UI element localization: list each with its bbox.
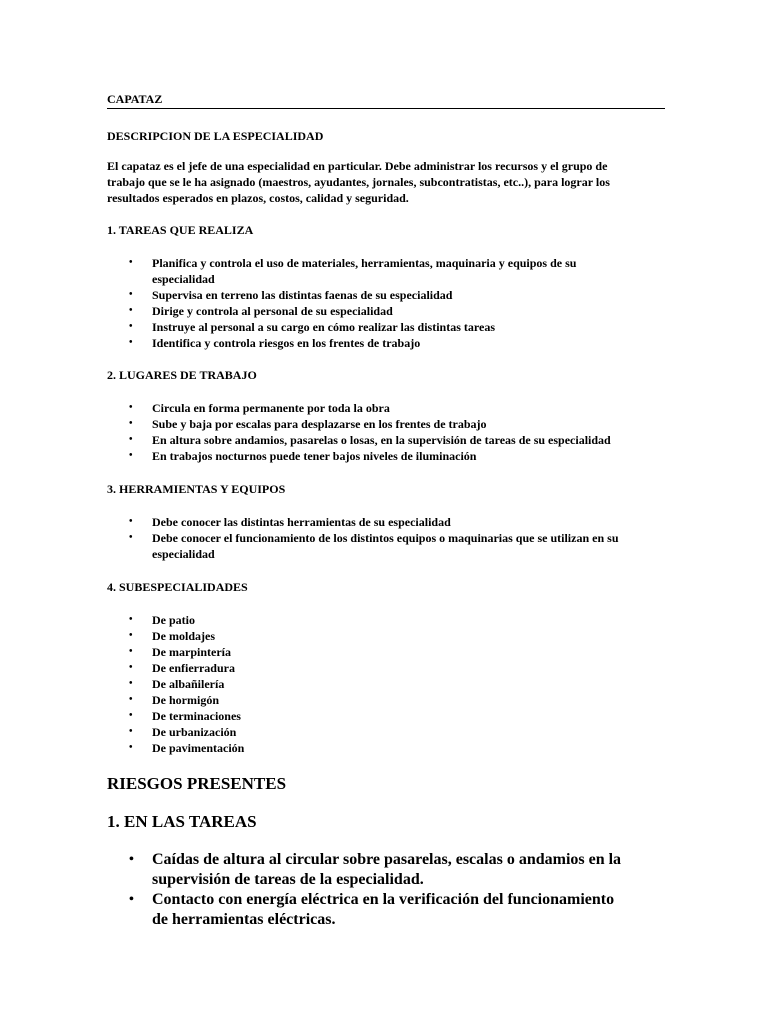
list-item: • Supervisa en terreno las distintas faenas de su especialidad bbox=[129, 288, 453, 302]
herramientas-list bbox=[107, 514, 665, 562]
document-page bbox=[107, 92, 665, 930]
list-item: • Dirige y controla al personal de su especialidad bbox=[129, 304, 393, 318]
list-item: • De enfierradura bbox=[129, 661, 235, 675]
list-item: • De albañilería bbox=[129, 677, 225, 691]
list-item: • En altura sobre andamios, pasarelas o losas, en la supervisión de tareas de su especialidad bbox=[129, 433, 611, 447]
bullet-icon: • bbox=[129, 710, 133, 721]
bullet-icon: • bbox=[129, 418, 133, 429]
list-item: • Caídas de altura al circular sobre pasarelas, escalas o andamios en la supervisión de tareas de la especialidad. bbox=[129, 851, 622, 888]
bullet-icon: • bbox=[129, 614, 133, 625]
bullet-icon: • bbox=[129, 450, 133, 461]
section-heading-lugares: 2. LUGARES DE TRABAJO bbox=[107, 368, 257, 382]
section-heading-tareas: 1. TAREAS QUE REALIZA bbox=[107, 223, 254, 237]
risks-heading: RIESGOS PRESENTES bbox=[107, 774, 287, 793]
bullet-icon: • bbox=[129, 742, 133, 753]
description-heading: DESCRIPCION DE LA ESPECIALIDAD bbox=[107, 129, 324, 143]
lugares-list bbox=[107, 400, 665, 464]
bullet-icon: • bbox=[129, 892, 134, 907]
list-item: • De patio bbox=[129, 613, 195, 627]
tareas-list bbox=[107, 255, 665, 351]
bullet-icon: • bbox=[129, 257, 133, 268]
bullet-icon: • bbox=[129, 678, 133, 689]
bullet-icon: • bbox=[129, 337, 133, 348]
bullet-icon: • bbox=[129, 402, 133, 413]
bullet-icon: • bbox=[129, 434, 133, 445]
list-item: • De moldajes bbox=[129, 629, 215, 643]
document-title: CAPATAZ bbox=[107, 92, 665, 109]
bullet-icon: • bbox=[129, 662, 133, 673]
description-line: resultados esperados en plazos, costos, calidad y seguridad. bbox=[107, 191, 409, 205]
list-item: • Instruye al personal a su cargo en cómo realizar las distintas tareas bbox=[129, 320, 495, 334]
list-item: • De pavimentación bbox=[129, 741, 245, 755]
list-item: • Planifica y controla el uso de materiales, herramientas, maquinaria y equipos de su especialidad bbox=[129, 256, 577, 286]
description-paragraph bbox=[107, 158, 665, 206]
bullet-icon: • bbox=[129, 305, 133, 316]
list-item: • Contacto con energía eléctrica en la verificación del funcionamiento de herramientas eléctricas. bbox=[129, 891, 615, 928]
risks-list bbox=[107, 850, 665, 930]
bullet-icon: • bbox=[129, 630, 133, 641]
section-heading-subespecialidades: 4. SUBESPECIALIDADES bbox=[107, 580, 248, 594]
description-line: El capataz es el jefe de una especialidad en particular. Debe administrar los recursos y el grupo de bbox=[107, 159, 608, 173]
subespecialidades-list bbox=[107, 612, 665, 756]
bullet-icon: • bbox=[129, 516, 133, 527]
bullet-icon: • bbox=[129, 289, 133, 300]
list-item: • Identifica y controla riesgos en los frentes de trabajo bbox=[129, 336, 421, 350]
bullet-icon: • bbox=[129, 852, 134, 867]
list-item: • Sube y baja por escalas para desplazarse en los frentes de trabajo bbox=[129, 417, 487, 431]
risks-sub-heading: 1. EN LAS TAREAS bbox=[107, 812, 257, 831]
list-item: • Debe conocer las distintas herramientas de su especialidad bbox=[129, 515, 451, 529]
section-heading-herramientas: 3. HERRAMIENTAS Y EQUIPOS bbox=[107, 482, 286, 496]
bullet-icon: • bbox=[129, 726, 133, 737]
bullet-icon: • bbox=[129, 694, 133, 705]
bullet-icon: • bbox=[129, 321, 133, 332]
list-item: • De marpintería bbox=[129, 645, 231, 659]
list-item: • En trabajos nocturnos puede tener bajos niveles de iluminación bbox=[129, 449, 477, 463]
list-item: • De hormigón bbox=[129, 693, 219, 707]
list-item: • De terminaciones bbox=[129, 709, 241, 723]
list-item: • Debe conocer el funcionamiento de los distintos equipos o maquinarias que se utilizan en su especialidad bbox=[129, 531, 619, 561]
list-item: • Circula en forma permanente por toda la obra bbox=[129, 401, 390, 415]
bullet-icon: • bbox=[129, 646, 133, 657]
list-item: • De urbanización bbox=[129, 725, 237, 739]
bullet-icon: • bbox=[129, 532, 133, 543]
description-line: trabajo que se le ha asignado (maestros, ayudantes, jornales, subcontratistas, etc..), para lograr los bbox=[107, 175, 610, 189]
